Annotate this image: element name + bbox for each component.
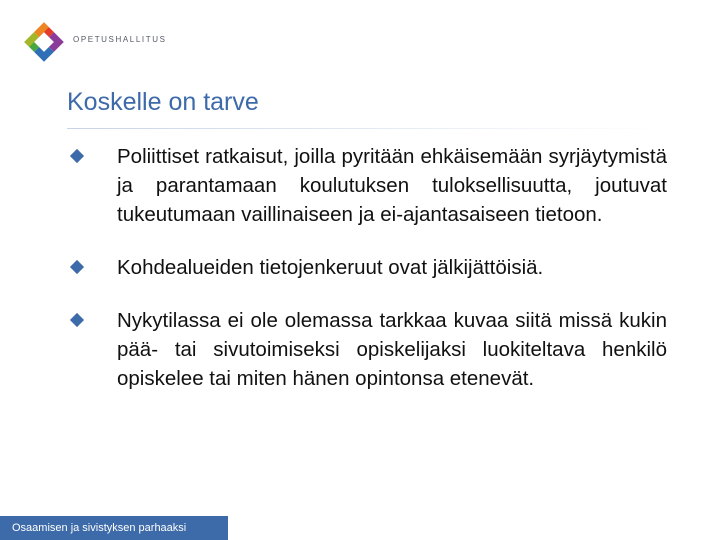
footer-bar	[0, 516, 228, 540]
bullet-text: Kohdealueiden tietojenkeruut ovat jälkijättöisiä.	[117, 256, 544, 279]
bullet-text: Nykytilassa ei ole olemassa tarkkaa kuvaa siitä missä kukin pää- tai sivutoimiseksi opiskelijaksi luokiteltava henkilö opiskelee tai miten hänen opintonsa etenevät.	[117, 309, 667, 390]
bullet-item	[67, 253, 667, 282]
diamond-color-logo-icon	[22, 20, 66, 64]
bullet-item	[67, 306, 667, 393]
diamond-bullet-icon	[70, 260, 84, 274]
slide-title: Koskelle on tarve	[67, 88, 259, 116]
bullet-list	[67, 142, 667, 417]
title-divider	[67, 128, 667, 129]
diamond-bullet-icon	[70, 149, 84, 163]
logo-text: OPETUSHALLITUS	[73, 35, 167, 44]
footer-text: Osaamisen ja sivistyksen parhaaksi	[12, 522, 187, 534]
bullet-text: Poliittiset ratkaisut, joilla pyritään ehkäisemään syrjäytymistä ja parantamaan koulutuksen tuloksellisuutta, joutuvat tukeutumaan vaillinaiseen ja ei-ajantasaiseen tietoon.	[117, 145, 667, 226]
bullet-item	[67, 142, 667, 229]
diamond-bullet-icon	[70, 313, 84, 327]
